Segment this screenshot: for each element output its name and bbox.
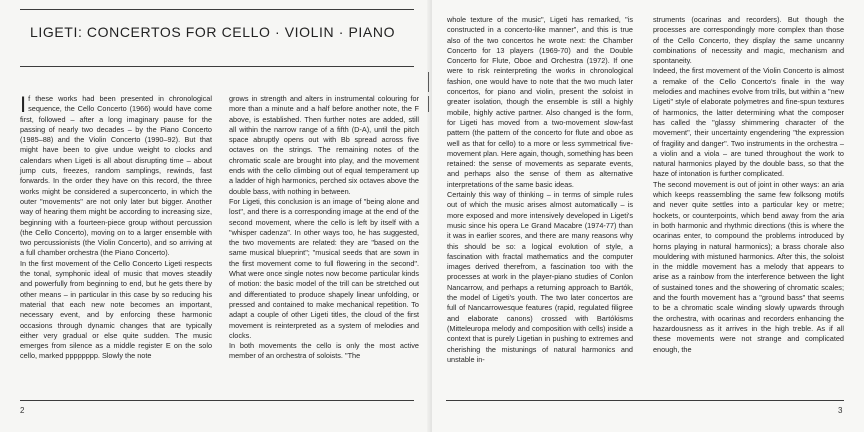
drop-cap: I bbox=[20, 92, 27, 117]
text-column-2 bbox=[229, 94, 419, 362]
header-top-rule bbox=[20, 9, 414, 10]
paragraph: Indeed, the first movement of the Violin Concerto is almost a remake of the Cello Concerto's finale in the way melodies and machines evolve from trills, but within a "new Ligeti" style of elaborate polymetres and fine-spun textures of harmonics, the latter determining what the composer has called the "glassy shimmering character of the movement", their uncertainty engendering "the expression of fragility and danger". Two instruments in the orchestra – a violin and a viola – are tuned throughout the work to natural harmonics played by the double bass, so that the haze of intonation is further complicated. bbox=[653, 66, 844, 179]
paragraph: The second movement is out of joint in other ways: an aria which keeps reassembling the same few folksong motifs and never quite settles into a particular key or metre; hockets, or counterpoints, which bend away from the aria in both harmonic and rhythmic directions (this is where the ocarinas enter, to compound the problems introduced by horns playing in natural harmonics); a brass chorale also mouldering with mistuned harmonics. After this, the soloist in the middle movement has a melody that appears to arise as a rainbow from the interference between the light of sustained tones and the showering of chromatic scales; and the fourth movement has a "ground bass" that seems to be a chromatic scale winding slowly upwards through the orchestra, with ocarinas and recorders enhancing the hazardousness as it arrives in the high treble. As if all these movements were not strange and complicated enough, the bbox=[653, 179, 844, 354]
text-column-4 bbox=[653, 15, 844, 355]
paragraph: Certainly this way of thinking – in terms of simple rules out of which the music arises almost automatically – is more exposed and more intensively developed in Ligeti's music since his opera Le Grand Macabre (1974-77) than it was in earlier scores, and there are many reasons why this should be so: a logical evolution of style, a fascination with fractal mathematics and the computer images derived therefrom, a fascination too with the processes at work in the player-piano studies of Conlon Nancarrow, and perhaps a returning approach to Bartók, the model of Ligeti's youth. The two later concertos are full of Nancarrowesque features (rapid, regulated filigree and elaborate canons) crossed with Bartókisms (Mitteleuropa melody and composition with cells) inside a context that is purely Ligetian in pushing to extremes and cherishing the mistunings of natural harmonics and unstable in- bbox=[447, 190, 633, 364]
page-number-right: 3 bbox=[838, 406, 843, 415]
header-bottom-rule bbox=[20, 66, 414, 67]
paragraph: If these works had been presented in chronological sequence, the Cello Concerto (1966) would have come first, followed – after a long imaginary pause for the passing of nearly two decades – by the Piano Concerto (1985–88) and the Violin Concerto (1990–92). But that might have been to give undue weight to clocks and calendars when Ligeti is all about disrupting time – about jump cuts, freezes, random samplings, rewinds, fast forwards. In the order they have on this record, the three works might be considered a superconcerto, in which the outer "movements" are not only later but bigger. Another way of hearing them might be according to increasing size, beginning with a fourteen-piece group without percussion (the Cello Concerto), moving on to a larger ensemble with two percussionists (the Violin Concerto), and so arriving at a full chamber orchestra (the Piano Concerto). bbox=[20, 92, 212, 258]
paragraph: In the first movement of the Cello Concerto Ligeti respects the tonal, symphonic ideal of music that moves steadily and powerfully from beginning to end, but he gets there by other means – in particular in this case by so reducing his material that each new note becomes an important, necessary event, and by enforcing these harmonic occasions through dynamic changes that are typically either very gradual or else quite sudden. The music emerges from silence as a middle register E on the solo cello, marked pppppppp. Slowly the note bbox=[20, 258, 212, 361]
paragraph: In both movements the cello is only the most active member of an orchestra of soloists. "The bbox=[229, 341, 419, 361]
paragraph: whole texture of the music", Ligeti has remarked, "is constructed in a concerto-like manner", and this is true also of the two concertos he wrote next: the Chamber Concerto for 13 players (1969-70) and the Double Concerto for Flute, Oboe and Orchestra (1972). If one were to risk reinterpreting the works in chronological fashion, one would have to note that the two much later concertos, for piano and violin, present the soloist in greater isolation, though the ensemble is still a highly mobile, highly active partner. Also changed is the form, for Ligeti has moved from a two-movement slow-fast pattern (the pattern of the concerto for flute and oboe as well as that for cello) to a more or less symmetrical five-movement plan. Here again, though, something has been retained: the sense of movements as separate events, and perhaps also the sense of them as alternative interpretations of the same basic ideas. bbox=[447, 15, 633, 189]
text-column-1 bbox=[20, 94, 212, 362]
page-number-left: 2 bbox=[20, 406, 25, 415]
paragraph: For Ligeti, this conclusion is an image of "being alone and lost", and there is a corresponding image at the end of the second movement, where the cello is left by itself with a "whisper cadenza". In other ways too, he has suggested, the two movements are related: they are "based on the same musical blueprint"; "musical seeds that are sown in the first movement come to full flowering in the second". What were once single notes now become particular kinds of motion: the basic model of the trill can be stretched out and differentiated to produce shapely linear unfolding, or pressed and contained to make mechanical repetition. To adapt a couple of other Ligeti titles, the cloud of the first movement is reinterpreted as a system of melodies and clocks. bbox=[229, 196, 419, 340]
footer-rule-left bbox=[20, 400, 414, 401]
page-title: LIGETI: CONCERTOS FOR CELLO · VIOLIN · PIANO bbox=[30, 24, 396, 40]
footer-rule-right bbox=[446, 400, 844, 401]
text-column-3 bbox=[447, 15, 633, 365]
paragraph: grows in strength and alters in instrumental colouring for more than a minute and a half before another note, the F above, is established. Then further notes are added, still all within the narrow range of a fifth (D-A), until the pitch space abruptly opens out with Bb spread across five octaves on the strings. The remaining notes of the chromatic scale are brought into play, and the movement ends with the cello climbing out of equal temperament up a ladder of high harmonics, perched six octaves above the double bass, with nothing in between. bbox=[229, 94, 419, 196]
paragraph: struments (ocarinas and recorders). But though the processes are correspondingly more complex than those of the Cello Concerto, they display the same uncanny combinations of necessity and magic, mechanism and spontaneity. bbox=[653, 15, 844, 66]
